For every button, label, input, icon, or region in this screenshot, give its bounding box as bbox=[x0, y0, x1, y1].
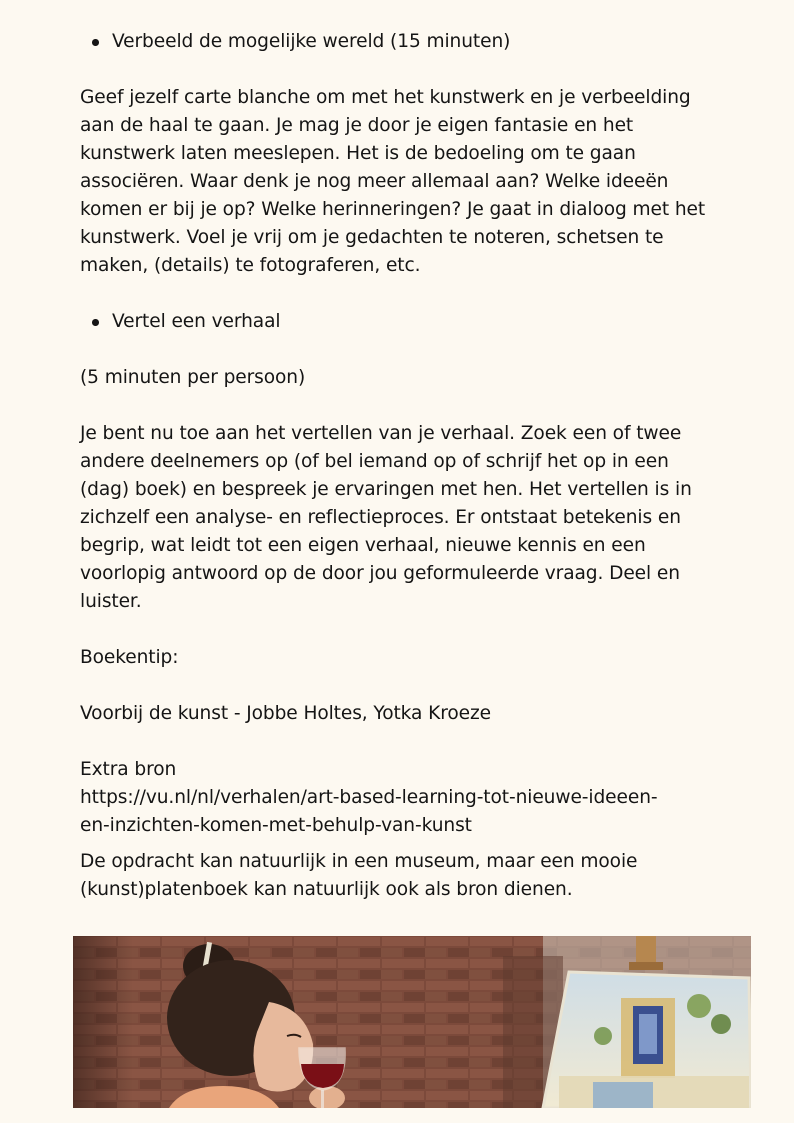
paragraph-story bbox=[80, 420, 760, 616]
text-line: associëren. Waar denk je nog meer allemaal aan? Welke ideeën bbox=[80, 171, 669, 192]
duration-text: (5 minuten per persoon) bbox=[80, 367, 306, 388]
easel bbox=[636, 936, 656, 966]
text-line: aan de haal te gaan. Je mag je door je eigen fantasie en het bbox=[80, 115, 634, 136]
text-line: De opdracht kan natuurlijk in een museum, maar een mooie bbox=[80, 851, 638, 872]
url-line[interactable]: en-inzichten-komen-met-behulp-van-kunst bbox=[80, 815, 472, 836]
text-line: luister. bbox=[80, 591, 142, 612]
book-tip-label: Boekentip: bbox=[80, 647, 179, 668]
text-line: komen er bij je op? Welke herinneringen? Je gaat in dialoog met het bbox=[80, 199, 706, 220]
text-line: Je bent nu toe aan het vertellen van je verhaal. Zoek een of twee bbox=[80, 423, 682, 444]
painting-canvas bbox=[543, 972, 751, 1108]
photo-illustration bbox=[73, 936, 751, 1108]
paragraph-closing bbox=[80, 848, 760, 904]
bullet-list-2 bbox=[80, 308, 760, 336]
text-line: zichzelf een analyse- en reflectieproces. Er ontstaat betekenis en bbox=[80, 507, 681, 528]
text-line: (dag) boek) en bespreek je ervaringen met hen. Het vertellen is in bbox=[80, 479, 692, 500]
bullet-imagine-world: Verbeeld de mogelijke wereld (15 minuten) bbox=[112, 28, 760, 56]
book-tip-value: Voorbij de kunst - Jobbe Holtes, Yotka Kroeze bbox=[80, 703, 491, 724]
text-line: Geef jezelf carte blanche om met het kunstwerk en je verbeelding bbox=[80, 87, 691, 108]
document-page bbox=[80, 28, 760, 904]
text-line: (kunst)platenboek kan natuurlijk ook als bron dienen. bbox=[80, 879, 573, 900]
bullet-tell-story: Vertel een verhaal bbox=[112, 308, 760, 336]
woman-painting-photo bbox=[73, 936, 751, 1108]
text-line: kunstwerk. Voel je vrij om je gedachten te noteren, schetsen te bbox=[80, 227, 664, 248]
extra-source-link[interactable] bbox=[80, 784, 760, 840]
text-line: andere deelnemers op (of bel iemand op of schrijf het op in een bbox=[80, 451, 669, 472]
paragraph-imagine bbox=[80, 84, 760, 280]
text-line: voorlopig antwoord op de door jou geformuleerde vraag. Deel en bbox=[80, 563, 680, 584]
text-line: maken, (details) te fotograferen, etc. bbox=[80, 255, 421, 276]
bullet-list-1 bbox=[80, 28, 760, 56]
text-line: kunstwerk laten meeslepen. Het is de bedoeling om te gaan bbox=[80, 143, 636, 164]
url-line[interactable]: https://vu.nl/nl/verhalen/art-based-learning-tot-nieuwe-ideeen- bbox=[80, 787, 658, 808]
extra-source-label: Extra bron bbox=[80, 759, 177, 780]
text-line: begrip, wat leidt tot een eigen verhaal, nieuwe kennis en een bbox=[80, 535, 646, 556]
